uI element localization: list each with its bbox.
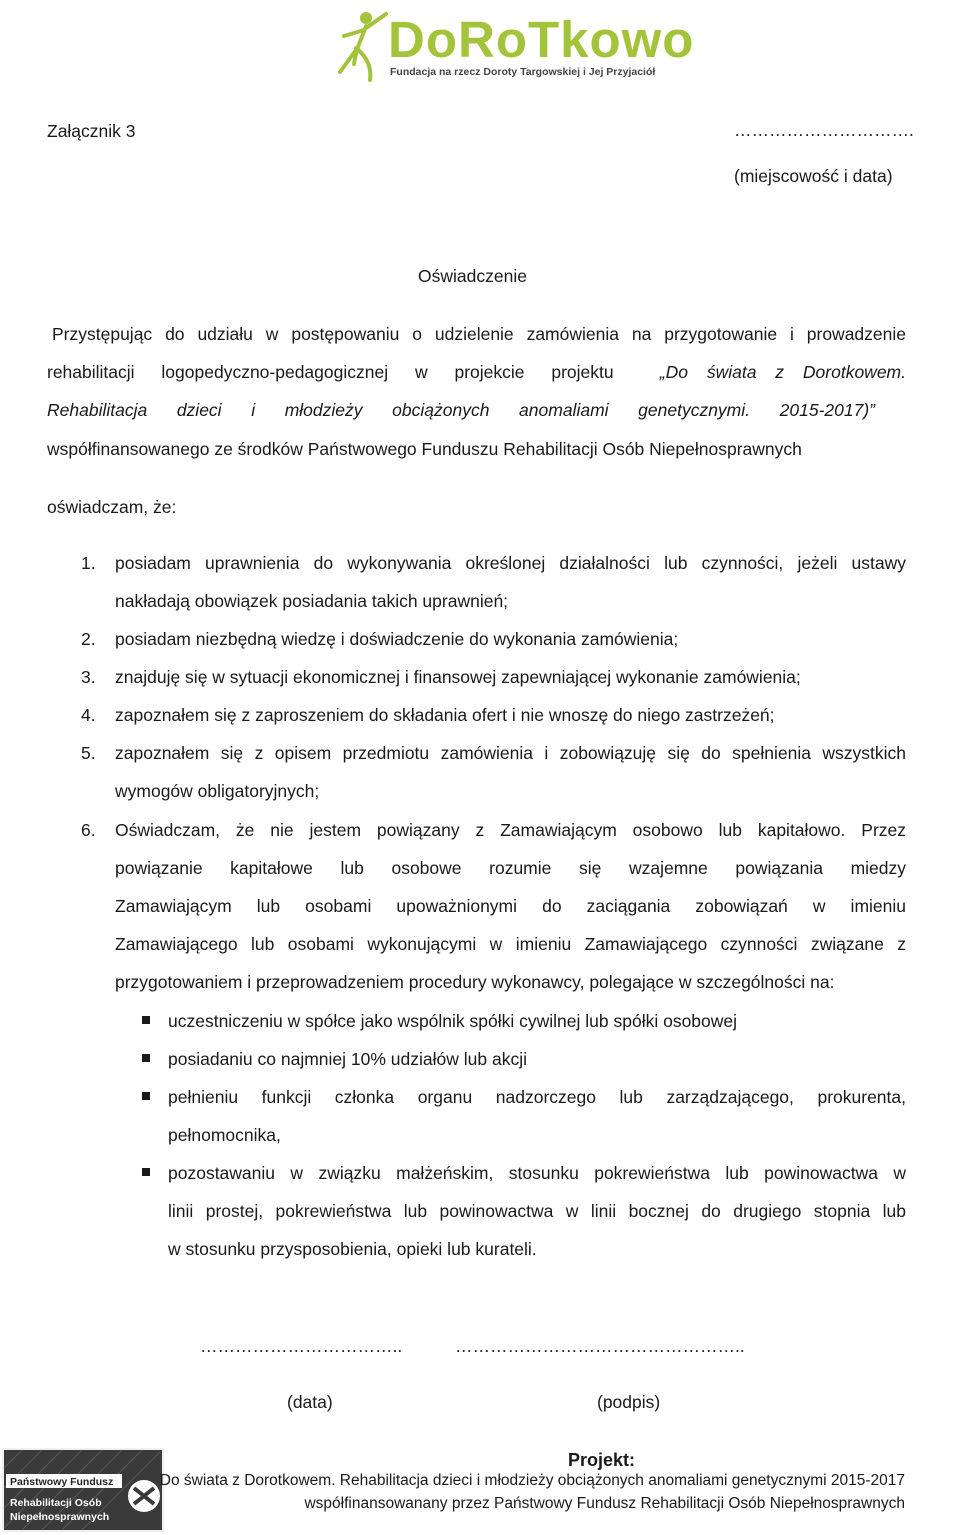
list-item-line: nakładają obowiązek posiadania takich uprawnień; [115, 591, 509, 611]
pfron-logo-line-2: Rehabilitacji Osób [10, 1497, 102, 1509]
square-bullet-icon [142, 1168, 150, 1176]
square-bullet-icon [142, 1092, 150, 1100]
pfron-logo-line-3: Niepełnosprawnych [10, 1511, 110, 1523]
intro-line-2-italic: „Do świata z Dorotkowem. [659, 362, 906, 382]
intro-line-2 [47, 362, 906, 382]
place-date-dots: …………………………. [734, 120, 914, 140]
intro-line-4: współfinansowanego ze środków Państwowego Funduszu Rehabilitacji Osób Niepełnosprawnych [47, 439, 802, 459]
list-item-line: wymogów obligatoryjnych; [115, 781, 320, 801]
square-bullet-icon [142, 1016, 150, 1024]
logo-tagline: Fundacja na rzecz Doroty Targowskiej i Jej Przyjaciół [390, 66, 656, 78]
signature-label: (podpis) [597, 1392, 661, 1412]
bullet-item-line: w stosunku przysposobienia, opieki lub kurateli. [168, 1239, 537, 1259]
dancer-figure-icon [340, 12, 386, 80]
declare-line: oświadczam, że: [47, 497, 177, 517]
pfron-logo-line-1: Państwowy Fundusz [10, 1476, 114, 1488]
list-item-number: 5. [81, 743, 96, 763]
list-item-number: 1. [81, 553, 96, 573]
logo-wordmark: DoRoTkowo [388, 11, 695, 68]
list-item-line: przygotowaniem i przeprowadzeniem procedury wykonawcy, polegające w szczególności na: [115, 972, 835, 992]
list-item-line: zapoznałem się z opisem przedmiotu zamówienia i zobowiązuję się do spełnienia wszystkich [115, 743, 906, 763]
date-dots: …………………………….. [200, 1336, 403, 1356]
document-title: Oświadczenie [418, 266, 527, 286]
list-item-line: zapoznałem się z zaproszeniem do składania ofert i nie wnoszę do niego zastrzeżeń; [115, 705, 775, 725]
list-item-number: 6. [81, 820, 96, 840]
pfron-logo [2, 1448, 164, 1532]
place-date-label: (miejscowość i data) [734, 166, 893, 186]
list-item-number: 4. [81, 705, 96, 725]
bullet-item-line: pełnieniu funkcji członka organu nadzorczego lub zarządzającego, prokurenta, [168, 1087, 906, 1107]
list-item-line: znajduję się w sytuacji ekonomicznej i finansowej zapewniającej wykonanie zamówienia; [115, 667, 801, 687]
list-item-line: posiadam uprawnienia do wykonywania określonej działalności lub czynności, jeżeli ustawy [115, 553, 906, 573]
footer-funding-line: współfinansowanany przez Państwowy Fundusz Rehabilitacji Osób Niepełnosprawnych [304, 1495, 905, 1512]
attachment-label: Załącznik 3 [47, 121, 136, 141]
list-item-number: 2. [81, 629, 96, 649]
list-item-line: Zamawiającego lub osobami wykonującymi w imieniu Zamawiającego czynności związane z [115, 934, 906, 954]
footer-project-heading: Projekt: [568, 1450, 636, 1470]
list-item-line: Zamawiającym lub osobami upoważnionymi do zaciągania zobowiązań w imieniu [115, 896, 906, 916]
bullet-item-line: pełnomocnika, [168, 1125, 281, 1145]
list-item-number: 3. [81, 667, 96, 687]
date-label: (data) [287, 1392, 333, 1412]
intro-line-3: Rehabilitacja dzieci i młodzieży obciążonych anomaliami genetycznymi. 2015-2017)” [47, 400, 875, 420]
bullet-item-line: pozostawaniu w związku małżeńskim, stosunku pokrewieństwa lub powinowactwa w [168, 1163, 906, 1183]
footer-project-name: Do świata z Dorotkowem. Rehabilitacja dzieci i młodzieży obciążonych anomaliami genetycznymi 2015-2017 [159, 1472, 905, 1489]
list-item-line: Oświadczam, że nie jestem powiązany z Zamawiającym osobowo lub kapitałowo. Przez [115, 820, 906, 840]
signature-dots: ………………………………………….. [455, 1336, 745, 1356]
bullet-item-line: linii prostej, pokrewieństwa lub powinowactwa w linii bocznej do drugiego stopnia lub [168, 1201, 906, 1221]
bullet-item-line: uczestniczeniu w spółce jako wspólnik spółki cywilnej lub spółki osobowej [168, 1011, 738, 1031]
square-bullet-icon [142, 1054, 150, 1062]
bullet-item-line: posiadaniu co najmniej 10% udziałów lub akcji [168, 1049, 527, 1069]
list-item-line: posiadam niezbędną wiedzę i doświadczenie do wykonania zamówienia; [115, 629, 679, 649]
intro-line-1: Przystępując do udziału w postępowaniu o udzielenie zamówienia na przygotowanie i prowadzenie [52, 324, 906, 344]
list-item-line: powiązanie kapitałowe lub osobowe rozumie się wzajemne powiązania miedzy [115, 858, 906, 878]
intro-line-2-plain: rehabilitacji logopedyczno-pedagogicznej w projekcie projektu [47, 362, 614, 382]
